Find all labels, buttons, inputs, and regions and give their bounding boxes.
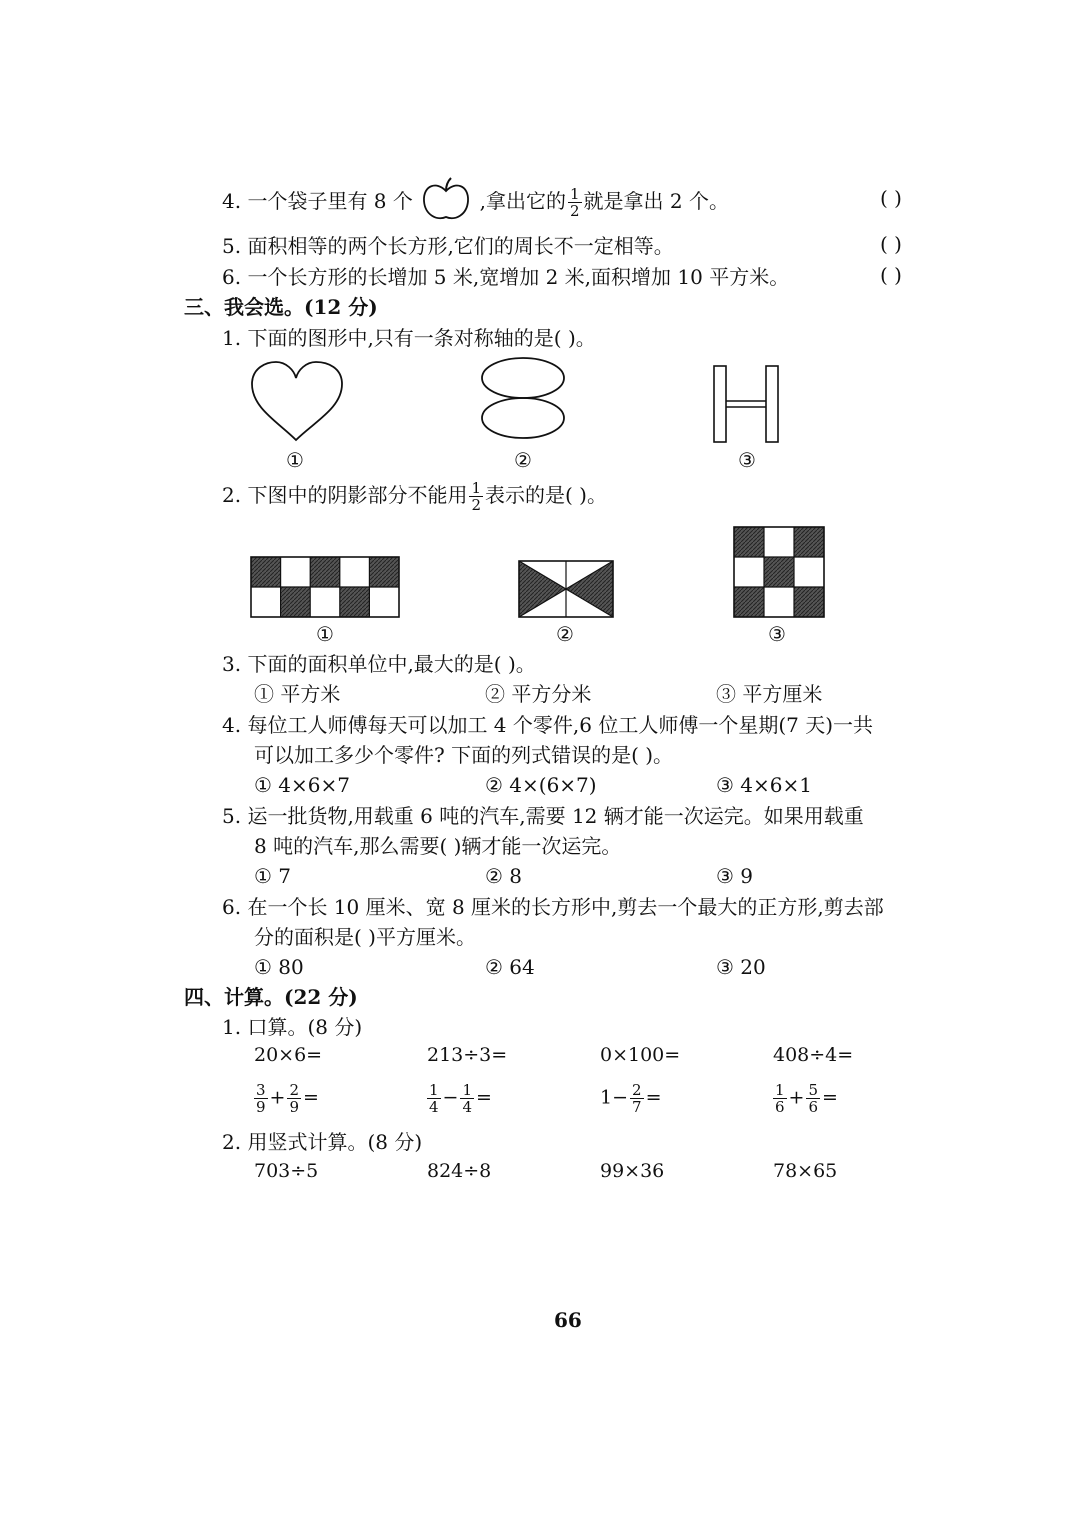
choice-q5-line2: 8 吨的汽车,那么需要( )辆才能一次运完。 — [254, 834, 622, 858]
choice-q4-line1: 4. 每位工人师傅每天可以加工 4 个零件,6 位工人师傅一个星期(7 天)一共 — [222, 713, 874, 737]
page-number: 66 — [554, 1308, 582, 1332]
q6-option-2: ② 64 — [485, 955, 535, 979]
oral-fraction-1: $\frac{3}{9}$ + $\frac{2}{9}$ = — [256, 1081, 319, 1116]
q3-option-2: ② 平方分米 — [485, 682, 592, 706]
checker-rect-shape — [250, 556, 400, 618]
choice-q5-line1: 5. 运一批货物,用载重 6 吨的汽车,需要 12 辆才能一次运完。如果用载重 — [222, 804, 864, 828]
judge-q6: 6. 一个长方形的长增加 5 米,宽增加 2 米,面积增加 10 平方米。 — [222, 265, 790, 289]
q4-option-1: ① 4×6×7 — [254, 773, 350, 797]
choice-q6-line2: 分的面积是( )平方厘米。 — [254, 925, 476, 949]
letter-h-shape — [710, 364, 782, 444]
choice-q2-text: 2. 下图中的阴影部分不能用 $\frac{1}{2}$ 表示的是( )。 — [222, 479, 607, 514]
oral-item-1: 20×6= — [254, 1044, 323, 1066]
choice-q3-text: 3. 下面的面积单位中,最大的是( )。 — [222, 652, 536, 676]
q3-option-1: ① 平方米 — [254, 682, 341, 706]
oral-item-3: 0×100= — [600, 1044, 681, 1066]
two-ellipses-shape — [480, 356, 570, 440]
fraction-half: $\frac{1}{2}$ — [471, 479, 481, 514]
choice-q4-line2: 可以加工多少个零件? 下面的列式错误的是( )。 — [254, 743, 674, 767]
answer-paren-q6[interactable]: ( ) — [880, 263, 902, 287]
choice-q1-text: 1. 下面的图形中,只有一条对称轴的是( )。 — [222, 326, 596, 350]
q4-option-2: ② 4×(6×7) — [485, 773, 597, 797]
q1-label-1: ① — [286, 448, 304, 472]
oral-fraction-4: $\frac{1}{6}$ + $\frac{5}{6}$ = — [775, 1081, 838, 1116]
vertical-item-3: 99×36 — [600, 1160, 665, 1182]
oral-calc-title: 1. 口算。(8 分) — [222, 1015, 363, 1039]
vertical-item-2: 824÷8 — [427, 1160, 492, 1182]
answer-paren-q5[interactable]: ( ) — [880, 232, 902, 256]
q5-option-3: ③ 9 — [716, 864, 754, 888]
q2-label-3: ③ — [768, 622, 786, 646]
q2-label-1: ① — [316, 622, 334, 646]
section4-heading: 四、计算。(22 分) — [184, 985, 358, 1009]
q3-option-3: ③ 平方厘米 — [716, 682, 823, 706]
section3-heading: 三、我会选。(12 分) — [184, 295, 378, 319]
q1-label-2: ② — [514, 448, 532, 472]
vertical-calc-title: 2. 用竖式计算。(8 分) — [222, 1130, 423, 1154]
oral-item-4: 408÷4= — [773, 1044, 854, 1066]
judge-q5: 5. 面积相等的两个长方形,它们的周长不一定相等。 — [222, 234, 674, 258]
apple-icon — [419, 189, 473, 217]
q4-option-3: ③ 4×6×1 — [716, 773, 812, 797]
checker-square-shape — [733, 526, 825, 618]
bowtie-rect-shape — [518, 560, 614, 618]
q5-option-2: ② 8 — [485, 864, 523, 888]
fraction-half: $\frac{1}{2}$ — [569, 185, 580, 220]
answer-paren-q4[interactable]: ( ) — [880, 186, 902, 210]
judge-q4: 4. 一个袋子里有 8 个 ,拿出它的 $\frac{1}{2}$ 就是拿出 2 个。 — [222, 186, 729, 219]
oral-fraction-3: 1− $\frac{2}{7}$ = — [600, 1081, 662, 1116]
q6-option-1: ① 80 — [254, 955, 304, 979]
q1-label-3: ③ — [738, 448, 756, 472]
heart-shape — [248, 360, 348, 444]
q6-option-3: ③ 20 — [716, 955, 766, 979]
q2-label-2: ② — [556, 622, 574, 646]
vertical-item-4: 78×65 — [773, 1160, 838, 1182]
oral-fraction-2: $\frac{1}{4}$ − $\frac{1}{4}$ = — [429, 1081, 492, 1116]
vertical-item-1: 703÷5 — [254, 1160, 319, 1182]
q5-option-1: ① 7 — [254, 864, 292, 888]
choice-q6-line1: 6. 在一个长 10 厘米、宽 8 厘米的长方形中,剪去一个最大的正方形,剪去部 — [222, 895, 884, 919]
oral-item-2: 213÷3= — [427, 1044, 508, 1066]
